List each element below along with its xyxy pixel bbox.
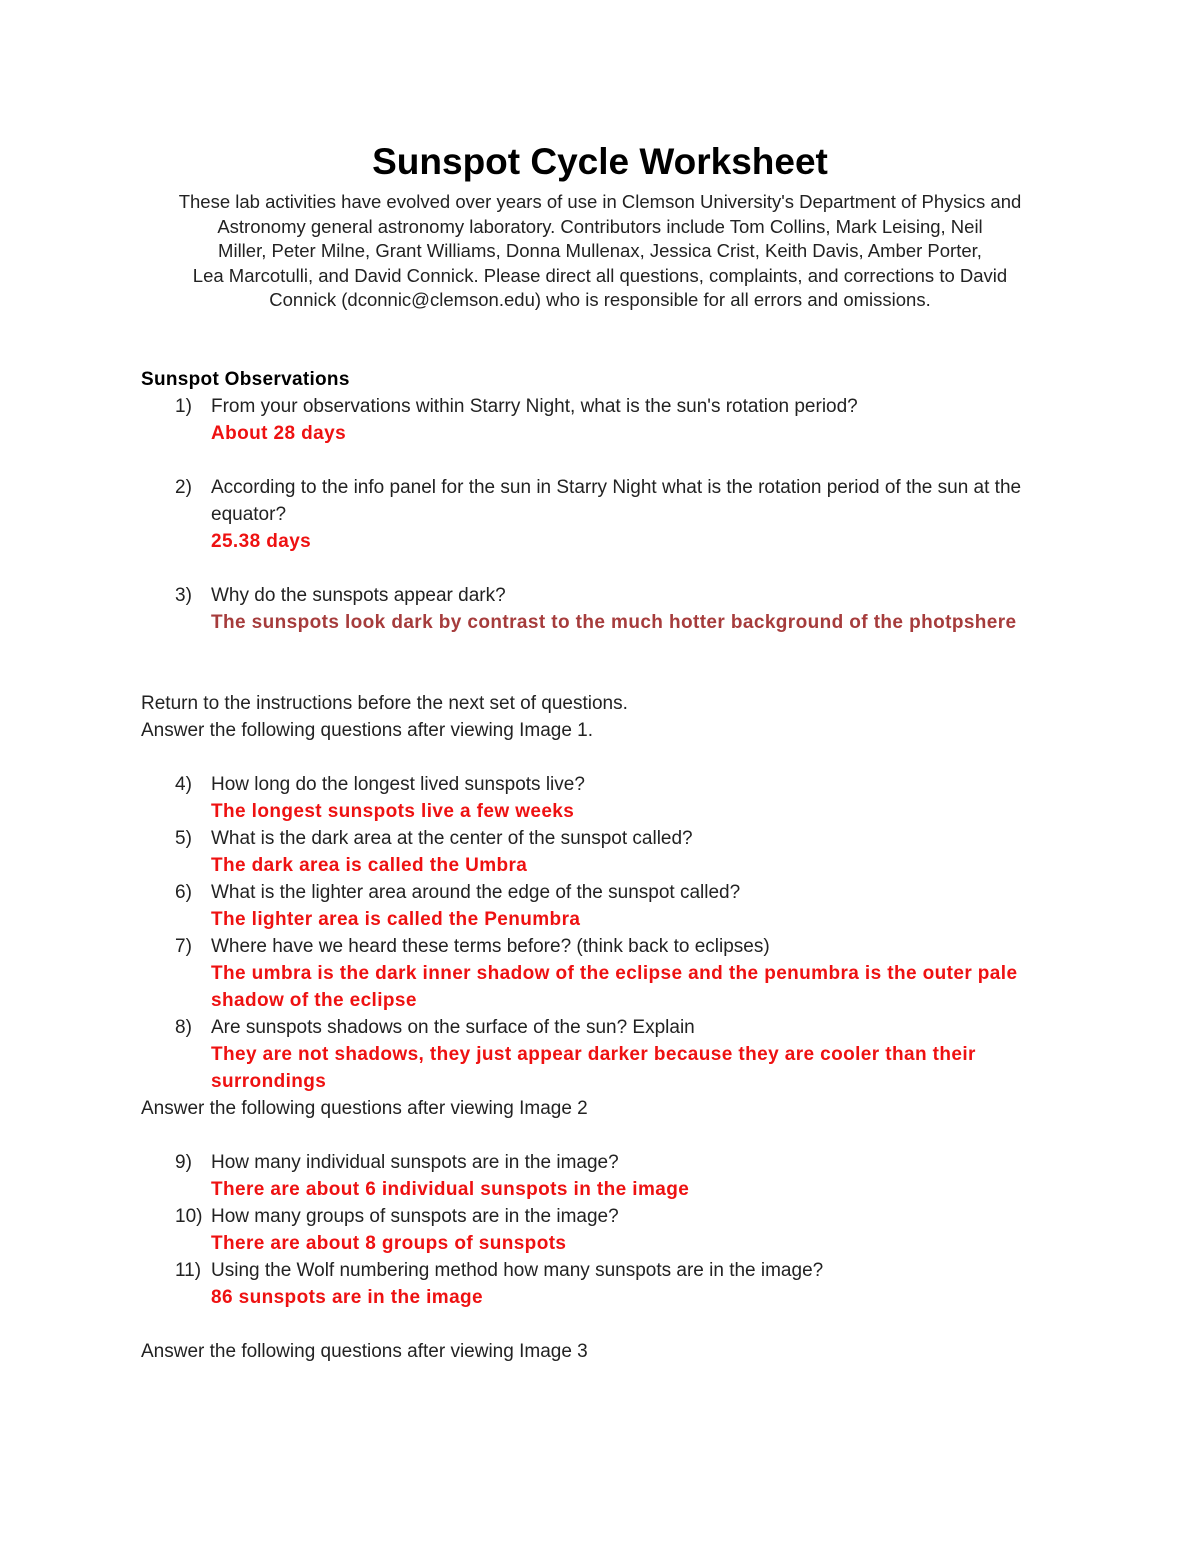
answer-4: The longest sunspots live a few weeks xyxy=(211,801,575,822)
question-1 xyxy=(141,393,1081,420)
question-text: Why do the sunspots appear dark? xyxy=(211,585,506,606)
question-text: What is the lighter area around the edge of the sunspot called? xyxy=(211,882,741,903)
intro-line: These lab activities have evolved over years of use in Clemson University's Department of Physics and xyxy=(178,191,1022,212)
question-text: How many groups of sunspots are in the image? xyxy=(211,1206,619,1227)
question-number: 5) xyxy=(175,828,192,849)
section-heading-sunspot-observations: Sunspot Observations xyxy=(141,369,350,390)
intro-line: Astronomy general astronomy laboratory. Contributors include Tom Collins, Mark Leising, Neil xyxy=(217,215,983,237)
image-3-note: Answer the following questions after viewing Image 3 xyxy=(141,1341,588,1362)
question-number: 6) xyxy=(175,882,192,903)
question-11 xyxy=(141,1257,1081,1284)
question-text: Are sunspots shadows on the surface of the sun? Explain xyxy=(211,1017,695,1038)
question-text: Using the Wolf numbering method how many sunspots are in the image? xyxy=(211,1260,824,1281)
answer-6: The lighter area is called the Penumbra xyxy=(211,909,581,930)
answer-5: The dark area is called the Umbra xyxy=(211,855,528,876)
question-text: Where have we heard these terms before? (think back to eclipses) xyxy=(211,936,770,957)
question-text: From your observations within Starry Night, what is the sun's rotation period? xyxy=(211,396,858,417)
return-note: Return to the instructions before the next set of questions. xyxy=(141,693,628,714)
question-3 xyxy=(141,582,1081,609)
question-number: 4) xyxy=(175,774,192,795)
answer-10: There are about 8 groups of sunspots xyxy=(211,1233,567,1254)
intro-line: Connick (dconnic@clemson.edu) who is responsible for all errors and omissions. xyxy=(269,289,931,310)
answer-9: There are about 6 individual sunspots in the image xyxy=(211,1179,690,1200)
worksheet-content xyxy=(141,366,1081,1365)
question-7 xyxy=(141,933,1081,960)
question-6 xyxy=(141,879,1081,906)
answer-8: They are not shadows, they just appear darker because they are cooler than their surrondings xyxy=(211,1044,976,1092)
answer-2: 25.38 days xyxy=(211,531,312,552)
question-number: 1) xyxy=(175,396,192,417)
question-text: According to the info panel for the sun in Starry Night what is the rotation period of the sun at the equator? xyxy=(211,477,1022,525)
question-number: 11) xyxy=(175,1260,202,1281)
question-2 xyxy=(141,474,1081,528)
question-5 xyxy=(141,825,1081,852)
question-number: 8) xyxy=(175,1017,192,1038)
question-9 xyxy=(141,1149,1081,1176)
question-10 xyxy=(141,1203,1081,1230)
question-number: 10) xyxy=(175,1206,203,1227)
page-title: Sunspot Cycle Worksheet xyxy=(372,141,828,182)
question-number: 3) xyxy=(175,585,192,606)
question-4 xyxy=(141,771,1081,798)
answer-7: The umbra is the dark inner shadow of the eclipse and the penumbra is the outer pale shadow of the eclipse xyxy=(211,963,1018,1011)
question-number: 9) xyxy=(175,1152,192,1173)
question-text: How long do the longest lived sunspots live? xyxy=(211,774,585,795)
question-number: 2) xyxy=(175,477,192,498)
intro-line: Lea Marcotulli, and David Connick. Please direct all questions, complaints, and corrections to David xyxy=(192,264,1008,286)
intro-line: Miller, Peter Milne, Grant Williams, Donna Mullenax, Jessica Crist, Keith Davis, Amber Porter, xyxy=(218,240,982,261)
answer-1: About 28 days xyxy=(211,423,347,444)
question-number: 7) xyxy=(175,936,192,957)
image-1-note: Answer the following questions after viewing Image 1. xyxy=(141,720,594,741)
question-text: What is the dark area at the center of the sunspot called? xyxy=(211,828,693,849)
image-2-note: Answer the following questions after viewing Image 2 xyxy=(141,1098,588,1119)
intro-paragraph xyxy=(140,190,1060,313)
answer-11: 86 sunspots are in the image xyxy=(211,1287,484,1308)
answer-3: The sunspots look dark by contrast to the much hotter background of the photpshere xyxy=(211,612,1017,633)
question-text: How many individual sunspots are in the image? xyxy=(211,1152,619,1173)
question-8 xyxy=(141,1014,1081,1041)
